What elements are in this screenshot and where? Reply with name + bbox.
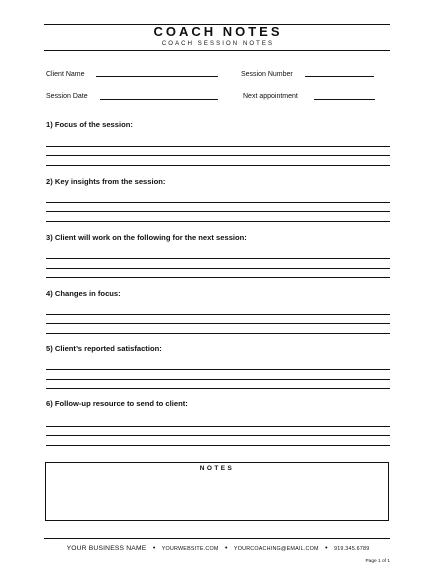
question-key-insights: 2) Key insights from the session: bbox=[46, 177, 166, 186]
answer-line[interactable] bbox=[46, 388, 390, 389]
session-number-field[interactable] bbox=[305, 76, 374, 77]
question-reported-satisfaction: 5) Client’s reported satisfaction: bbox=[46, 344, 162, 353]
footer-website: YOURWEBSITE.COM bbox=[161, 546, 219, 552]
client-name-field[interactable] bbox=[96, 76, 218, 77]
answer-line[interactable] bbox=[46, 369, 390, 370]
answer-line[interactable] bbox=[46, 379, 390, 380]
next-appointment-field[interactable] bbox=[314, 99, 375, 100]
notes-box[interactable] bbox=[45, 462, 389, 521]
answer-line[interactable] bbox=[46, 426, 390, 427]
answer-line[interactable] bbox=[46, 221, 390, 222]
session-number-label: Session Number bbox=[241, 71, 293, 78]
footer-separator: • bbox=[325, 545, 328, 552]
answer-line[interactable] bbox=[46, 277, 390, 278]
page-number: Page 1 of 1 bbox=[365, 559, 390, 564]
answer-line[interactable] bbox=[46, 445, 390, 446]
notes-title: NOTES bbox=[199, 465, 235, 472]
footer-separator: • bbox=[152, 545, 156, 552]
client-name-label: Client Name bbox=[46, 71, 85, 78]
footer-separator: • bbox=[225, 545, 228, 552]
answer-line[interactable] bbox=[46, 202, 390, 203]
answer-line[interactable] bbox=[46, 165, 390, 166]
footer-email: YOURCOACHING@EMAIL.COM bbox=[233, 546, 319, 552]
question-changes-in-focus: 4) Changes in focus: bbox=[46, 289, 121, 298]
answer-line[interactable] bbox=[46, 435, 390, 436]
page-title: COACH NOTES bbox=[153, 24, 283, 39]
answer-line[interactable] bbox=[46, 146, 390, 147]
question-focus-of-session: 1) Focus of the session: bbox=[46, 120, 133, 129]
session-date-field[interactable] bbox=[100, 99, 218, 100]
session-date-label: Session Date bbox=[46, 93, 88, 100]
answer-line[interactable] bbox=[46, 333, 390, 334]
answer-line[interactable] bbox=[46, 155, 390, 156]
footer-rule bbox=[44, 538, 390, 539]
answer-line[interactable] bbox=[46, 268, 390, 269]
footer-phone: 919.345.6789 bbox=[334, 546, 370, 552]
answer-line[interactable] bbox=[46, 323, 390, 324]
page-subtitle: COACH SESSION NOTES bbox=[161, 41, 275, 47]
footer-business-name: YOUR BUSINESS NAME bbox=[66, 545, 147, 552]
header-bottom-rule bbox=[44, 50, 390, 51]
question-client-work-next-session: 3) Client will work on the following for the next session: bbox=[46, 233, 247, 242]
answer-line[interactable] bbox=[46, 314, 390, 315]
next-appointment-label: Next appointment bbox=[243, 93, 298, 100]
answer-line[interactable] bbox=[46, 258, 390, 259]
question-follow-up-resource: 6) Follow-up resource to send to client: bbox=[46, 399, 188, 408]
answer-line[interactable] bbox=[46, 211, 390, 212]
footer-contact-bar bbox=[0, 541, 436, 554]
